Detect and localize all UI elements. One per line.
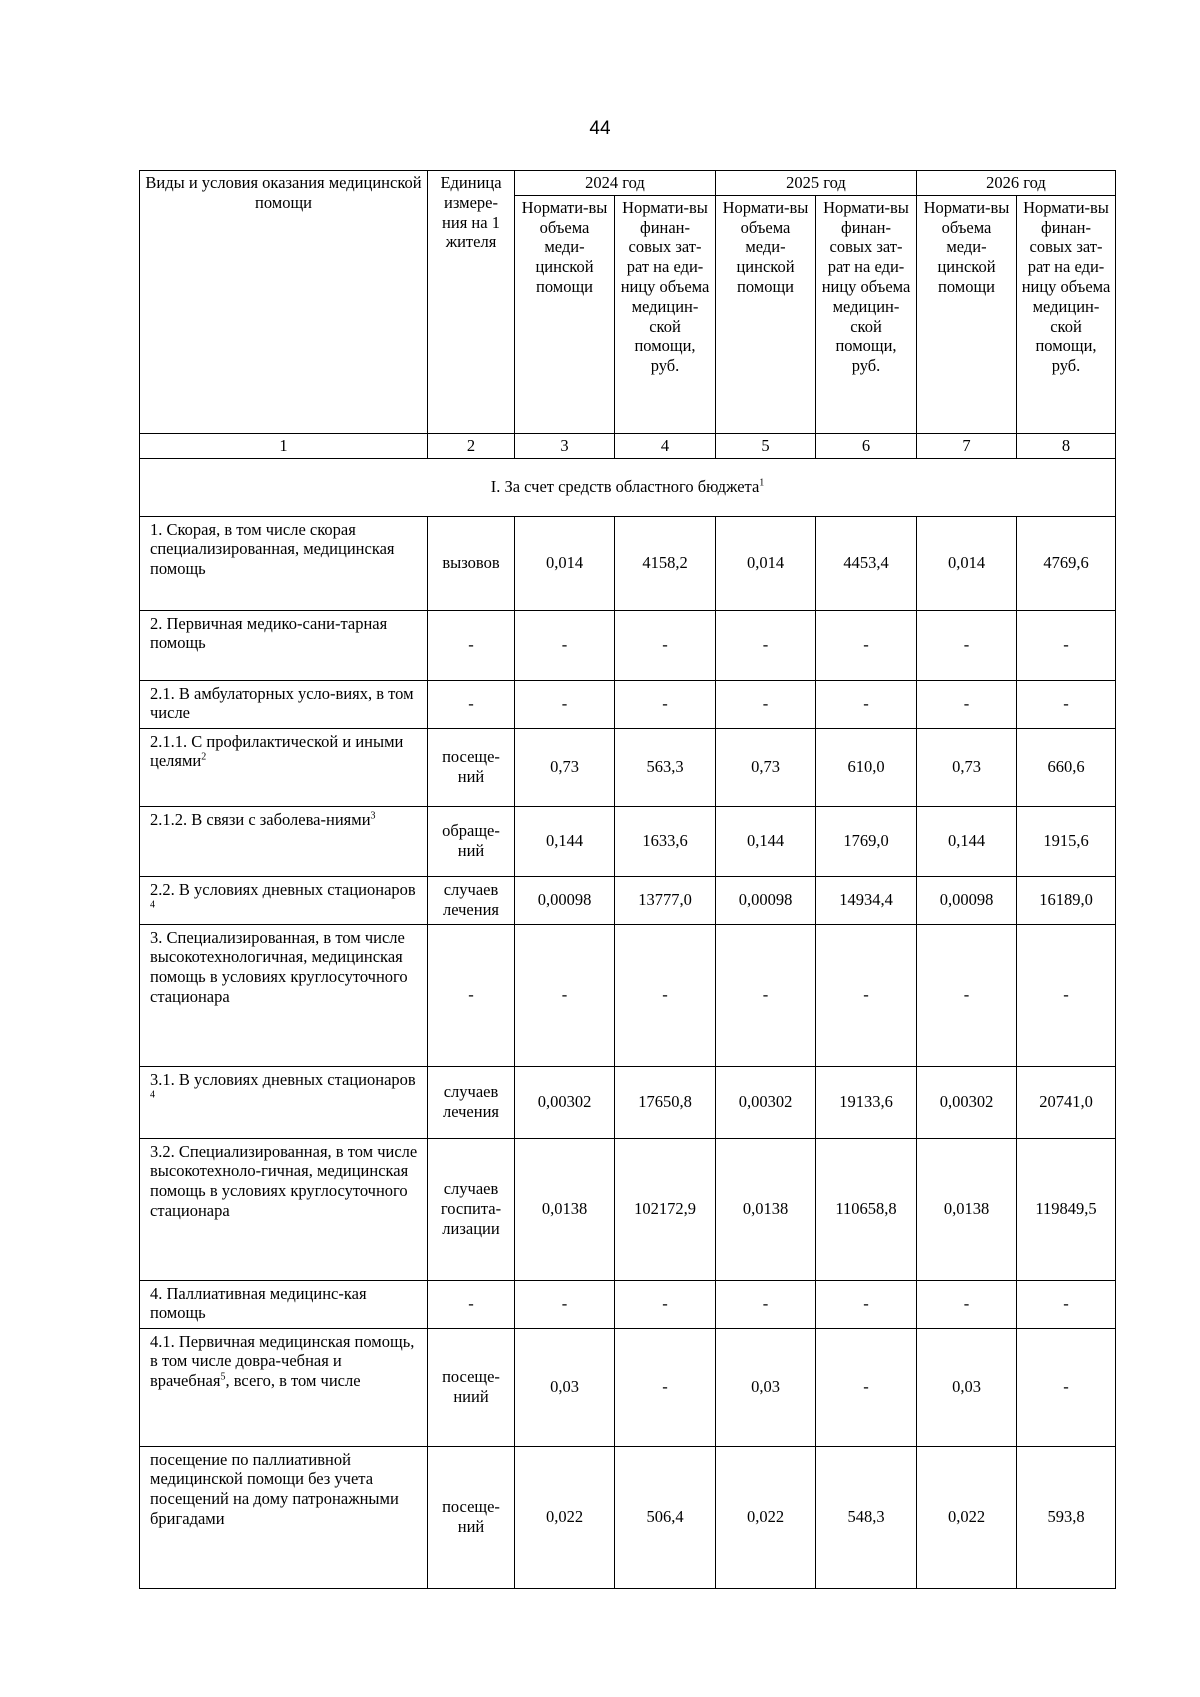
cost-norm-cell: 4158,2 xyxy=(615,516,716,610)
volume-norm-cell: - xyxy=(716,610,816,680)
table-row xyxy=(140,610,1116,680)
cost-norm-cell: 4453,4 xyxy=(816,516,917,610)
unit-cell: - xyxy=(428,610,515,680)
cost-norm-cell: - xyxy=(1017,610,1116,680)
volume-norm-cell: 0,144 xyxy=(716,806,816,876)
table-row xyxy=(140,1280,1116,1328)
column-number: 4 xyxy=(615,433,716,458)
header-cost-norm: Нормати-вы финан-совых зат-рат на еди-ницу объема медицин-ской помощи, руб. xyxy=(1017,195,1116,433)
volume-norm-cell: 0,00098 xyxy=(716,876,816,924)
volume-norm-cell: 0,144 xyxy=(515,806,615,876)
norms-table xyxy=(139,170,1116,1589)
volume-norm-cell: 0,022 xyxy=(716,1446,816,1588)
row-name-text: 3.2. Специализированная, в том числе высокотехноло-гичная, медицинская помощь в условиях круглосуточного стационара xyxy=(150,1141,418,1220)
row-name xyxy=(140,1328,428,1446)
header-unit: Единица измере-ния на 1 жителя xyxy=(428,171,515,434)
volume-norm-cell: 0,73 xyxy=(716,728,816,806)
cost-norm-cell: 4769,6 xyxy=(1017,516,1116,610)
cost-norm-cell: 563,3 xyxy=(615,728,716,806)
volume-norm-cell: 0,022 xyxy=(917,1446,1017,1588)
header-year-2024: 2024 год xyxy=(515,171,716,196)
cost-norm-cell: 14934,4 xyxy=(816,876,917,924)
column-number: 6 xyxy=(816,433,917,458)
cost-norm-cell: 119849,5 xyxy=(1017,1138,1116,1280)
volume-norm-cell: 0,014 xyxy=(917,516,1017,610)
volume-norm-cell: - xyxy=(716,680,816,728)
column-number: 8 xyxy=(1017,433,1116,458)
row-name-text: 4.1. Первичная медицинская помощь, в том числе довра-чебная и врачебная xyxy=(150,1331,415,1391)
cost-norm-cell: 1915,6 xyxy=(1017,806,1116,876)
row-name xyxy=(140,876,428,924)
footnote-mark: 5 xyxy=(220,1371,226,1383)
row-name xyxy=(140,806,428,876)
section-title xyxy=(140,458,1116,516)
header-year-2025: 2025 год xyxy=(716,171,917,196)
header-cost-norm: Нормати-вы финан-совых зат-рат на еди-ницу объема медицин-ской помощи, руб. xyxy=(816,195,917,433)
cost-norm-cell: - xyxy=(816,924,917,1066)
header-year-2026: 2026 год xyxy=(917,171,1116,196)
row-name-text: 2.1.1. С профилактической и иными целями xyxy=(150,731,404,771)
row-name xyxy=(140,728,428,806)
unit-cell: посеще-ниий xyxy=(428,1328,515,1446)
volume-norm-cell: - xyxy=(917,610,1017,680)
row-name-text: 2. Первичная медико-сани-тарная помощь xyxy=(150,613,388,653)
column-number: 3 xyxy=(515,433,615,458)
header-cost-norm: Нормати-вы финан-совых зат-рат на еди-ницу объема медицин-ской помощи, руб. xyxy=(615,195,716,433)
volume-norm-cell: 0,03 xyxy=(917,1328,1017,1446)
table-row xyxy=(140,516,1116,610)
unit-cell: случаев госпита-лизации xyxy=(428,1138,515,1280)
cost-norm-cell: - xyxy=(816,1280,917,1328)
row-name-text: 4. Паллиативная медицинс-кая помощь xyxy=(150,1283,367,1323)
footnote-mark: 2 xyxy=(201,751,207,763)
row-name xyxy=(140,1138,428,1280)
volume-norm-cell: - xyxy=(917,680,1017,728)
footnote-mark: 3 xyxy=(370,810,376,822)
column-number: 1 xyxy=(140,433,428,458)
cost-norm-cell: 660,6 xyxy=(1017,728,1116,806)
header-volume-norm: Нормати-вы объема меди-цинской помощи xyxy=(917,195,1017,433)
table-row xyxy=(140,1066,1116,1138)
volume-norm-cell: 0,73 xyxy=(515,728,615,806)
volume-norm-cell: - xyxy=(716,924,816,1066)
cost-norm-cell: - xyxy=(816,610,917,680)
cost-norm-cell: - xyxy=(1017,1328,1116,1446)
table-row xyxy=(140,806,1116,876)
row-name-text: 3.1. В условиях дневных стационаров xyxy=(150,1069,416,1089)
footnote-mark: 4 xyxy=(150,1089,155,1101)
unit-cell: случаев лечения xyxy=(428,876,515,924)
cost-norm-cell: - xyxy=(1017,924,1116,1066)
row-name-text: 1. Скорая, в том числе скорая специализированная, медицинская помощь xyxy=(150,519,395,579)
row-name-text: 2.1.2. В связи с заболева-ниями xyxy=(150,809,371,829)
volume-norm-cell: 0,03 xyxy=(515,1328,615,1446)
volume-norm-cell: 0,00098 xyxy=(515,876,615,924)
cost-norm-cell: - xyxy=(1017,1280,1116,1328)
volume-norm-cell: - xyxy=(917,924,1017,1066)
cost-norm-cell: 1769,0 xyxy=(816,806,917,876)
row-name xyxy=(140,516,428,610)
row-name xyxy=(140,1280,428,1328)
cost-norm-cell: 548,3 xyxy=(816,1446,917,1588)
unit-cell: посеще-ний xyxy=(428,1446,515,1588)
volume-norm-cell: 0,00098 xyxy=(917,876,1017,924)
table-row xyxy=(140,1446,1116,1588)
table-row xyxy=(140,680,1116,728)
table-row xyxy=(140,876,1116,924)
cost-norm-cell: 16189,0 xyxy=(1017,876,1116,924)
row-name-continuation: , всего, в том числе xyxy=(225,1371,361,1391)
row-name-text: посещение по паллиативной медицинской помощи без учета посещений на дому патронажными бригадами xyxy=(150,1449,399,1528)
header-kind: Виды и условия оказания медицинской помощи xyxy=(140,171,428,434)
volume-norm-cell: - xyxy=(515,1280,615,1328)
unit-cell: посеще-ний xyxy=(428,728,515,806)
cost-norm-cell: 506,4 xyxy=(615,1446,716,1588)
header-volume-norm: Нормати-вы объема меди-цинской помощи xyxy=(515,195,615,433)
unit-cell: вызовов xyxy=(428,516,515,610)
unit-cell: - xyxy=(428,680,515,728)
section-title-text: I. За счет средств областного бюджета xyxy=(490,477,760,497)
cost-norm-cell: - xyxy=(816,680,917,728)
header-volume-norm: Нормати-вы объема меди-цинской помощи xyxy=(716,195,816,433)
column-number: 5 xyxy=(716,433,816,458)
cost-norm-cell: - xyxy=(615,610,716,680)
volume-norm-cell: 0,00302 xyxy=(515,1066,615,1138)
volume-norm-cell: 0,00302 xyxy=(716,1066,816,1138)
volume-norm-cell: - xyxy=(515,610,615,680)
volume-norm-cell: - xyxy=(917,1280,1017,1328)
cost-norm-cell: - xyxy=(816,1328,917,1446)
cost-norm-cell: 20741,0 xyxy=(1017,1066,1116,1138)
volume-norm-cell: 0,144 xyxy=(917,806,1017,876)
volume-norm-cell: 0,0138 xyxy=(716,1138,816,1280)
row-name xyxy=(140,680,428,728)
unit-cell: - xyxy=(428,1280,515,1328)
table-row xyxy=(140,1138,1116,1280)
row-name xyxy=(140,924,428,1066)
cost-norm-cell: 593,8 xyxy=(1017,1446,1116,1588)
unit-cell: случаев лечения xyxy=(428,1066,515,1138)
cost-norm-cell: 17650,8 xyxy=(615,1066,716,1138)
cost-norm-cell: 13777,0 xyxy=(615,876,716,924)
volume-norm-cell: - xyxy=(515,680,615,728)
cost-norm-cell: - xyxy=(615,1280,716,1328)
cost-norm-cell: 102172,9 xyxy=(615,1138,716,1280)
column-number: 7 xyxy=(917,433,1017,458)
row-name xyxy=(140,1066,428,1138)
cost-norm-cell: 610,0 xyxy=(816,728,917,806)
page-number: 44 xyxy=(589,118,611,139)
volume-norm-cell: - xyxy=(515,924,615,1066)
row-name-text: 2.2. В условиях дневных стационаров xyxy=(150,879,416,899)
volume-norm-cell: 0,73 xyxy=(917,728,1017,806)
volume-norm-cell: 0,0138 xyxy=(515,1138,615,1280)
cost-norm-cell: - xyxy=(615,1328,716,1446)
table-row xyxy=(140,924,1116,1066)
volume-norm-cell: 0,0138 xyxy=(917,1138,1017,1280)
column-number: 2 xyxy=(428,433,515,458)
section-footnote-mark: 1 xyxy=(759,477,765,489)
table-row xyxy=(140,1328,1116,1446)
row-name-text: 3. Специализированная, в том числе высокотехнологичная, медицинская помощь в условиях круглосуточного стационара xyxy=(150,927,408,1006)
volume-norm-cell: 0,03 xyxy=(716,1328,816,1446)
unit-cell: обраще-ний xyxy=(428,806,515,876)
footnote-mark: 4 xyxy=(150,899,155,911)
unit-cell: - xyxy=(428,924,515,1066)
volume-norm-cell: 0,00302 xyxy=(917,1066,1017,1138)
row-name xyxy=(140,610,428,680)
cost-norm-cell: - xyxy=(615,680,716,728)
volume-norm-cell: 0,022 xyxy=(515,1446,615,1588)
cost-norm-cell: - xyxy=(1017,680,1116,728)
cost-norm-cell: 1633,6 xyxy=(615,806,716,876)
row-name-text: 2.1. В амбулаторных усло-виях, в том числе xyxy=(150,683,414,723)
cost-norm-cell: 19133,6 xyxy=(816,1066,917,1138)
cost-norm-cell: 110658,8 xyxy=(816,1138,917,1280)
volume-norm-cell: 0,014 xyxy=(515,516,615,610)
cost-norm-cell: - xyxy=(615,924,716,1066)
volume-norm-cell: 0,014 xyxy=(716,516,816,610)
row-name xyxy=(140,1446,428,1588)
table-row xyxy=(140,728,1116,806)
volume-norm-cell: - xyxy=(716,1280,816,1328)
